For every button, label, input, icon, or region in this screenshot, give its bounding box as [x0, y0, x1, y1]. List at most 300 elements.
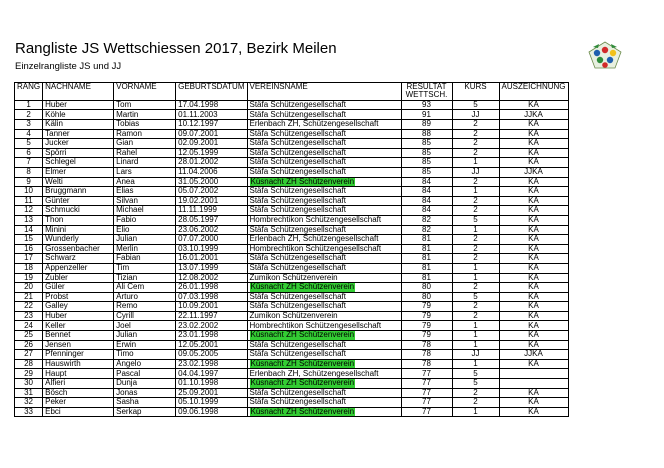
cell-auszeichnung: KA: [499, 302, 568, 312]
cell-vereinsname: Stäfa Schützengesellschaft: [247, 100, 401, 110]
cell-vereinsname: Stäfa Schützengesellschaft: [247, 196, 401, 206]
cell-geburtsdatum: 23.06.2002: [176, 225, 247, 235]
cell-vereinsname: Zumikon Schützenverein: [247, 311, 401, 321]
ranking-table: [14, 82, 569, 417]
cell-nachname: Minini: [43, 225, 114, 235]
cell-vorname: Gian: [114, 139, 176, 149]
cell-geburtsdatum: 09.06.1998: [176, 407, 247, 417]
cell-vorname: Linard: [114, 158, 176, 168]
cell-vereinsname: Stäfa Schützengesellschaft: [247, 292, 401, 302]
cell-vereinsname: Stäfa Schützengesellschaft: [247, 225, 401, 235]
cell-rang: 18: [15, 263, 43, 273]
cell-auszeichnung: KA: [499, 148, 568, 158]
table-row: [15, 379, 569, 389]
cell-vereinsname: Stäfa Schützengesellschaft: [247, 206, 401, 216]
cell-geburtsdatum: 07.03.1998: [176, 292, 247, 302]
cell-auszeichnung: KA: [499, 187, 568, 197]
cell-vorname: Elias: [114, 187, 176, 197]
cell-geburtsdatum: 10.12.1997: [176, 120, 247, 130]
table-body: [15, 100, 569, 417]
cell-auszeichnung: KA: [499, 407, 568, 417]
highlighted-club-name: Küsnacht ZH Schützenverein: [250, 407, 355, 416]
table-row: [15, 206, 569, 216]
cell-geburtsdatum: 01.11.2003: [176, 110, 247, 120]
cell-auszeichnung: KA: [499, 359, 568, 369]
cell-resultat: 81: [401, 254, 452, 264]
cell-vorname: Joel: [114, 321, 176, 331]
cell-rang: 16: [15, 244, 43, 254]
cell-geburtsdatum: 03.10.1999: [176, 244, 247, 254]
table-row: [15, 177, 569, 187]
cell-geburtsdatum: 23.02.1998: [176, 359, 247, 369]
table-row: [15, 331, 569, 341]
cell-kurs: 2: [452, 139, 499, 149]
cell-nachname: Schwarz: [43, 254, 114, 264]
cell-vorname: Tobias: [114, 120, 176, 130]
cell-vorname: Martin: [114, 110, 176, 120]
cell-auszeichnung: KA: [499, 235, 568, 245]
cell-auszeichnung: KA: [499, 139, 568, 149]
cell-resultat: 78: [401, 359, 452, 369]
cell-nachname: Pfenninger: [43, 350, 114, 360]
cell-vorname: Arturo: [114, 292, 176, 302]
cell-resultat: 79: [401, 331, 452, 341]
cell-resultat: 78: [401, 350, 452, 360]
cell-vorname: Tizian: [114, 273, 176, 283]
table-row: [15, 139, 569, 149]
cell-resultat: 82: [401, 215, 452, 225]
cell-geburtsdatum: 19.02.2001: [176, 196, 247, 206]
cell-nachname: Bösch: [43, 388, 114, 398]
cell-kurs: JJ: [452, 167, 499, 177]
table-row: [15, 321, 569, 331]
cell-rang: 12: [15, 206, 43, 216]
cell-vereinsname: Stäfa Schützengesellschaft: [247, 350, 401, 360]
cell-geburtsdatum: 28.01.2002: [176, 158, 247, 168]
cell-geburtsdatum: 10.09.2001: [176, 302, 247, 312]
page-subtitle: Einzelrangliste JS und JJ: [15, 61, 122, 72]
cell-vorname: Pascal: [114, 369, 176, 379]
cell-kurs: 1: [452, 331, 499, 341]
cell-rang: 17: [15, 254, 43, 264]
cell-resultat: 82: [401, 225, 452, 235]
cell-nachname: Wunderly: [43, 235, 114, 245]
cell-auszeichnung: KA: [499, 388, 568, 398]
cell-auszeichnung: JJKA: [499, 167, 568, 177]
cell-kurs: 5: [452, 379, 499, 389]
highlighted-club-name: Küsnacht ZH Schützenverein: [250, 177, 355, 186]
cell-rang: 33: [15, 407, 43, 417]
cell-vorname: Serkap: [114, 407, 176, 417]
table-row: [15, 244, 569, 254]
cell-resultat: 77: [401, 407, 452, 417]
cell-kurs: JJ: [452, 350, 499, 360]
cell-geburtsdatum: 13.07.1999: [176, 263, 247, 273]
cell-geburtsdatum: 07.07.2000: [176, 235, 247, 245]
table-row: [15, 398, 569, 408]
cell-nachname: Günter: [43, 196, 114, 206]
cell-nachname: Zubler: [43, 273, 114, 283]
cell-vereinsname: Stäfa Schützengesellschaft: [247, 263, 401, 273]
cell-geburtsdatum: 17.04.1998: [176, 100, 247, 110]
cell-resultat: 77: [401, 388, 452, 398]
cell-nachname: Huber: [43, 100, 114, 110]
cell-nachname: Hauswirth: [43, 359, 114, 369]
cell-auszeichnung: KA: [499, 263, 568, 273]
cell-nachname: Güler: [43, 283, 114, 293]
table-row: [15, 225, 569, 235]
cell-geburtsdatum: 12.08.2002: [176, 273, 247, 283]
cell-nachname: Ebci: [43, 407, 114, 417]
cell-geburtsdatum: 05.10.1999: [176, 398, 247, 408]
cell-kurs: 2: [452, 254, 499, 264]
cell-resultat: 80: [401, 292, 452, 302]
cell-vorname: Jonas: [114, 388, 176, 398]
cell-auszeichnung: KA: [499, 292, 568, 302]
cell-auszeichnung: [499, 369, 568, 379]
cell-nachname: Huber: [43, 311, 114, 321]
cell-rang: 2: [15, 110, 43, 120]
cell-kurs: 2: [452, 302, 499, 312]
cell-geburtsdatum: 25.09.2001: [176, 388, 247, 398]
table-row: [15, 350, 569, 360]
cell-vorname: Anea: [114, 177, 176, 187]
cell-geburtsdatum: 04.04.1997: [176, 369, 247, 379]
cell-rang: 11: [15, 196, 43, 206]
cell-rang: 14: [15, 225, 43, 235]
table-row: [15, 388, 569, 398]
cell-nachname: Schlegel: [43, 158, 114, 168]
cell-geburtsdatum: 09.07.2001: [176, 129, 247, 139]
cell-auszeichnung: KA: [499, 225, 568, 235]
cell-kurs: 2: [452, 235, 499, 245]
table-row: [15, 215, 569, 225]
cell-resultat: 78: [401, 340, 452, 350]
highlighted-club-name: Küsnacht ZH Schützenverein: [250, 330, 355, 340]
column-header-vereinsname: VEREINSNAME: [247, 83, 401, 101]
highlighted-club-name: Küsnacht ZH Schützenverein: [250, 378, 355, 388]
cell-vorname: Silvan: [114, 196, 176, 206]
cell-vorname: Tim: [114, 263, 176, 273]
cell-nachname: Appenzeller: [43, 263, 114, 273]
cell-vereinsname: Hombrechtikon Schützengesellschaft: [247, 321, 401, 331]
cell-geburtsdatum: 11.04.2006: [176, 167, 247, 177]
cell-auszeichnung: KA: [499, 129, 568, 139]
cell-vorname: Dunja: [114, 379, 176, 389]
cell-kurs: 2: [452, 206, 499, 216]
cell-kurs: 2: [452, 398, 499, 408]
table-row: [15, 292, 569, 302]
cell-auszeichnung: KA: [499, 177, 568, 187]
cell-nachname: Thon: [43, 215, 114, 225]
cell-rang: 19: [15, 273, 43, 283]
cell-resultat: 93: [401, 100, 452, 110]
table-row: [15, 273, 569, 283]
column-header-geburtsdatum: GEBURTSDATUM: [176, 83, 247, 101]
cell-resultat: 84: [401, 187, 452, 197]
table-row: [15, 302, 569, 312]
cell-vorname: Elio: [114, 225, 176, 235]
cell-nachname: Probst: [43, 292, 114, 302]
table-row: [15, 100, 569, 110]
cell-vorname: Ali Cem: [114, 283, 176, 293]
cell-vereinsname: Stäfa Schützengesellschaft: [247, 129, 401, 139]
cell-vereinsname: Stäfa Schützengesellschaft: [247, 110, 401, 120]
cell-nachname: Welti: [43, 177, 114, 187]
cell-resultat: 77: [401, 369, 452, 379]
cell-auszeichnung: KA: [499, 283, 568, 293]
table-row: [15, 369, 569, 379]
table-row: [15, 129, 569, 139]
cell-vereinsname: [247, 407, 401, 417]
cell-nachname: Bennet: [43, 331, 114, 341]
cell-rang: 32: [15, 398, 43, 408]
cell-rang: 10: [15, 187, 43, 197]
cell-kurs: 1: [452, 187, 499, 197]
highlighted-club-name: Küsnacht ZH Schützenverein: [250, 359, 355, 368]
cell-kurs: 1: [452, 158, 499, 168]
cell-nachname: Haupt: [43, 369, 114, 379]
cell-nachname: Alfieri: [43, 379, 114, 389]
cell-geburtsdatum: 28.05.1997: [176, 215, 247, 225]
cell-rang: 23: [15, 311, 43, 321]
table-row: [15, 110, 569, 120]
cell-geburtsdatum: 12.05.1999: [176, 148, 247, 158]
cell-auszeichnung: KA: [499, 158, 568, 168]
cell-vereinsname: Hombrechtikon Schützengesellschaft: [247, 215, 401, 225]
cell-geburtsdatum: 16.01.2001: [176, 254, 247, 264]
cell-geburtsdatum: 22.11.1997: [176, 311, 247, 321]
cell-resultat: 81: [401, 273, 452, 283]
cell-nachname: Bruggmann: [43, 187, 114, 197]
cell-rang: 1: [15, 100, 43, 110]
cell-auszeichnung: KA: [499, 398, 568, 408]
cell-kurs: 1: [452, 359, 499, 369]
cell-geburtsdatum: 05.07.2002: [176, 187, 247, 197]
cell-vereinsname: Hombrechtikon Schützengesellschaft: [247, 244, 401, 254]
table-row: [15, 158, 569, 168]
cell-nachname: Köhle: [43, 110, 114, 120]
cell-rang: 26: [15, 340, 43, 350]
cell-geburtsdatum: 23.01.1998: [176, 331, 247, 341]
table-row: [15, 254, 569, 264]
table-row: [15, 263, 569, 273]
cell-vereinsname: [247, 177, 401, 187]
cell-vereinsname: Stäfa Schützengesellschaft: [247, 340, 401, 350]
cell-auszeichnung: [499, 379, 568, 389]
cell-auszeichnung: JJKA: [499, 350, 568, 360]
table-row: [15, 340, 569, 350]
cell-rang: 4: [15, 129, 43, 139]
cell-auszeichnung: KA: [499, 331, 568, 341]
cell-vereinsname: Stäfa Schützengesellschaft: [247, 254, 401, 264]
cell-resultat: 85: [401, 158, 452, 168]
cell-geburtsdatum: 09.05.2005: [176, 350, 247, 360]
cell-rang: 28: [15, 359, 43, 369]
cell-vorname: Ramon: [114, 129, 176, 139]
cell-nachname: Elmer: [43, 167, 114, 177]
cell-resultat: 84: [401, 206, 452, 216]
cell-vorname: Julian: [114, 331, 176, 341]
cell-nachname: Spörri: [43, 148, 114, 158]
cell-resultat: 85: [401, 148, 452, 158]
cell-nachname: Kälin: [43, 120, 114, 130]
cell-kurs: 1: [452, 273, 499, 283]
cell-auszeichnung: KA: [499, 340, 568, 350]
cell-vereinsname: [247, 379, 401, 389]
cell-kurs: 2: [452, 148, 499, 158]
cell-auszeichnung: KA: [499, 215, 568, 225]
table-row: [15, 283, 569, 293]
cell-kurs: 2: [452, 283, 499, 293]
cell-vereinsname: [247, 359, 401, 369]
cell-rang: 3: [15, 120, 43, 130]
cell-resultat: 81: [401, 263, 452, 273]
table-row: [15, 148, 569, 158]
column-header-resultat: RESULTAT WETTSCH.: [401, 83, 452, 101]
cell-auszeichnung: KA: [499, 206, 568, 216]
cell-vereinsname: [247, 283, 401, 293]
table-row: [15, 120, 569, 130]
cell-resultat: 80: [401, 283, 452, 293]
cell-auszeichnung: KA: [499, 254, 568, 264]
cell-resultat: 81: [401, 235, 452, 245]
cell-kurs: 5: [452, 215, 499, 225]
cell-auszeichnung: KA: [499, 244, 568, 254]
cell-vereinsname: Erlenbach ZH, Schützengesellschaft: [247, 120, 401, 130]
cell-nachname: Tanner: [43, 129, 114, 139]
cell-kurs: 1: [452, 407, 499, 417]
table-row: [15, 196, 569, 206]
cell-nachname: Keller: [43, 321, 114, 331]
cell-auszeichnung: KA: [499, 321, 568, 331]
cell-vereinsname: Stäfa Schützengesellschaft: [247, 158, 401, 168]
cell-auszeichnung: KA: [499, 273, 568, 283]
cell-auszeichnung: KA: [499, 311, 568, 321]
cell-vereinsname: Stäfa Schützengesellschaft: [247, 167, 401, 177]
cell-rang: 31: [15, 388, 43, 398]
cell-resultat: 88: [401, 129, 452, 139]
cell-nachname: Schmucki: [43, 206, 114, 216]
cell-vorname: Sasha: [114, 398, 176, 408]
column-header-nachname: NACHNAME: [43, 83, 114, 101]
cell-kurs: 2: [452, 177, 499, 187]
cell-vereinsname: Stäfa Schützengesellschaft: [247, 302, 401, 312]
cell-vorname: Cyrill: [114, 311, 176, 321]
cell-nachname: Galley: [43, 302, 114, 312]
cell-vereinsname: Zumikon Schützenverein: [247, 273, 401, 283]
table-row: [15, 187, 569, 197]
cell-geburtsdatum: 01.10.1998: [176, 379, 247, 389]
cell-rang: 5: [15, 139, 43, 149]
cell-vorname: Erwin: [114, 340, 176, 350]
cell-vorname: Fabian: [114, 254, 176, 264]
cell-geburtsdatum: 12.05.2001: [176, 340, 247, 350]
cell-vereinsname: Stäfa Schützengesellschaft: [247, 388, 401, 398]
cell-vereinsname: [247, 331, 401, 341]
cell-vorname: Michael: [114, 206, 176, 216]
cell-auszeichnung: JJKA: [499, 110, 568, 120]
cell-resultat: 85: [401, 139, 452, 149]
column-header-auszeichnung: AUSZEICHNUNG: [499, 83, 568, 101]
cell-kurs: 2: [452, 129, 499, 139]
cell-nachname: Jensen: [43, 340, 114, 350]
cell-resultat: 79: [401, 302, 452, 312]
cell-rang: 13: [15, 215, 43, 225]
cell-rang: 15: [15, 235, 43, 245]
cell-resultat: 84: [401, 177, 452, 187]
cell-rang: 27: [15, 350, 43, 360]
cell-kurs: 1: [452, 263, 499, 273]
cell-kurs: JJ: [452, 110, 499, 120]
cell-vereinsname: Stäfa Schützengesellschaft: [247, 148, 401, 158]
cell-auszeichnung: KA: [499, 120, 568, 130]
cell-vereinsname: Stäfa Schützengesellschaft: [247, 187, 401, 197]
cell-rang: 29: [15, 369, 43, 379]
cell-resultat: 79: [401, 311, 452, 321]
cell-geburtsdatum: 02.09.2001: [176, 139, 247, 149]
cell-vorname: Timo: [114, 350, 176, 360]
table-row: [15, 311, 569, 321]
cell-nachname: Peker: [43, 398, 114, 408]
cell-geburtsdatum: 11.11.1999: [176, 206, 247, 216]
table-row: [15, 359, 569, 369]
cell-vereinsname: Erlenbach ZH, Schützengesellschaft: [247, 235, 401, 245]
cell-auszeichnung: KA: [499, 196, 568, 206]
cell-rang: 24: [15, 321, 43, 331]
cell-kurs: 5: [452, 369, 499, 379]
cell-vorname: Angelo: [114, 359, 176, 369]
cell-nachname: Jucker: [43, 139, 114, 149]
cell-vorname: Julian: [114, 235, 176, 245]
cell-kurs: 1: [452, 321, 499, 331]
cell-kurs: 1: [452, 340, 499, 350]
cell-kurs: 5: [452, 100, 499, 110]
cell-vorname: Fabio: [114, 215, 176, 225]
cell-resultat: 77: [401, 379, 452, 389]
page-title: Rangliste JS Wettschiessen 2017, Bezirk Meilen: [15, 40, 337, 57]
cell-kurs: 1: [452, 225, 499, 235]
cell-kurs: 2: [452, 244, 499, 254]
cell-rang: 8: [15, 167, 43, 177]
district-coat-of-arms-icon: [585, 38, 625, 72]
cell-auszeichnung: KA: [499, 100, 568, 110]
cell-resultat: 84: [401, 196, 452, 206]
column-header-vorname: VORNAME: [114, 83, 176, 101]
cell-resultat: 79: [401, 321, 452, 331]
cell-kurs: 5: [452, 292, 499, 302]
column-header-kurs: KURS: [452, 83, 499, 101]
table-row: [15, 407, 569, 417]
cell-kurs: 2: [452, 120, 499, 130]
cell-resultat: 91: [401, 110, 452, 120]
cell-vorname: Tom: [114, 100, 176, 110]
table-row: [15, 235, 569, 245]
cell-kurs: 2: [452, 196, 499, 206]
column-header-rang: RANG: [15, 83, 43, 101]
cell-vorname: Remo: [114, 302, 176, 312]
cell-kurs: 2: [452, 311, 499, 321]
cell-resultat: 85: [401, 167, 452, 177]
cell-rang: 22: [15, 302, 43, 312]
cell-vereinsname: Stäfa Schützengesellschaft: [247, 139, 401, 149]
cell-vereinsname: Erlenbach ZH, Schützengesellschaft: [247, 369, 401, 379]
cell-rang: 7: [15, 158, 43, 168]
cell-vorname: Rahel: [114, 148, 176, 158]
cell-vereinsname: Stäfa Schützengesellschaft: [247, 398, 401, 408]
cell-resultat: 81: [401, 244, 452, 254]
cell-rang: 25: [15, 331, 43, 341]
